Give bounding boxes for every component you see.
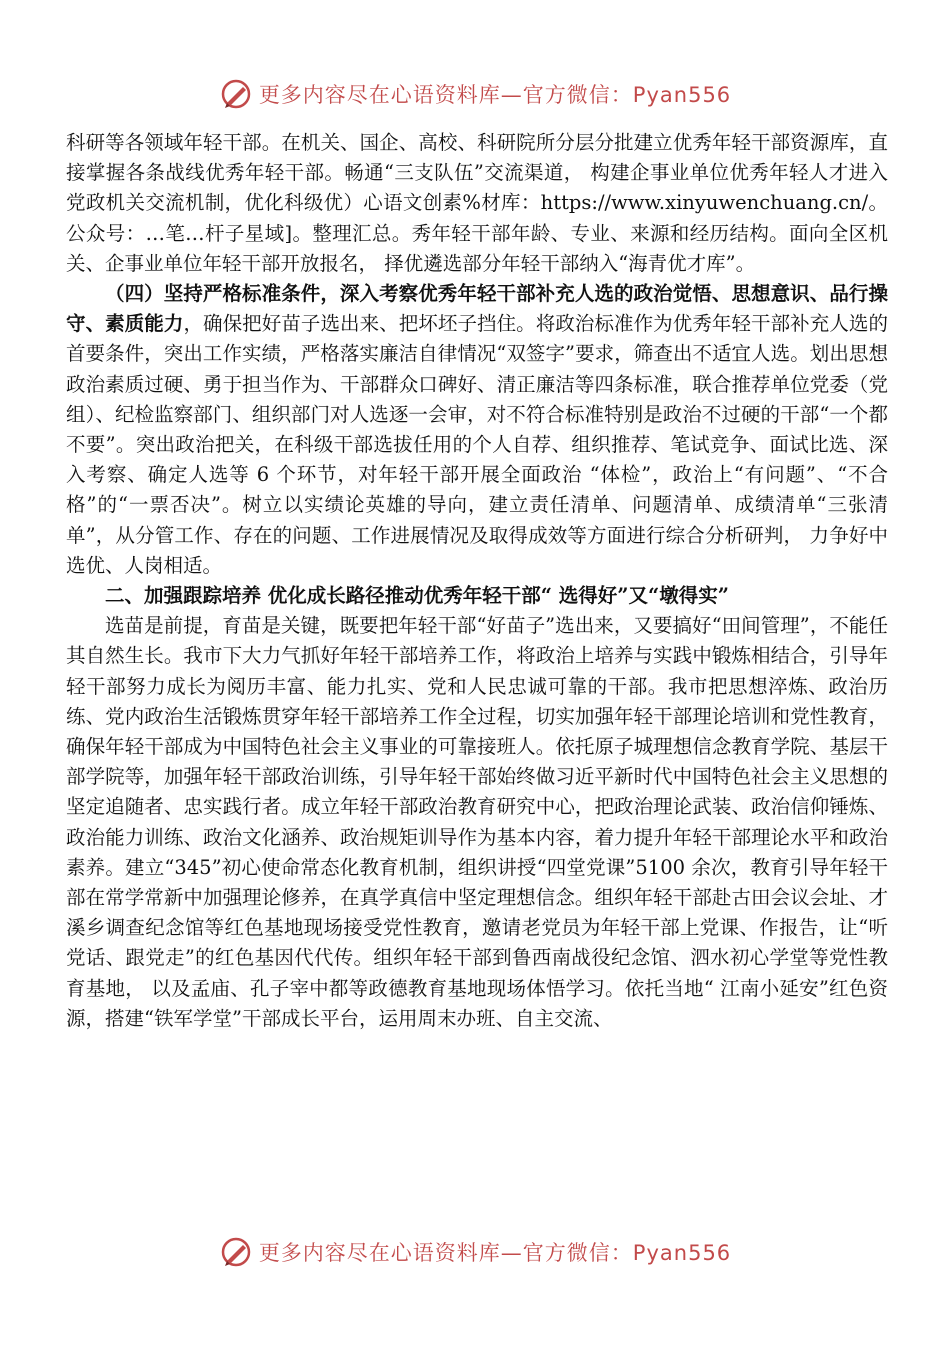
pen-logo-icon <box>219 77 253 111</box>
watermark-text: 更多内容尽在心语资料库—官方微信：Pyan556 <box>258 83 732 107</box>
paragraph-training: 选苗是前提，育苗是关键，既要把年轻干部“好苗子”选出来，又要搞好“田间管理”，不能任其自然生长。我市下大力气抓好年轻干部培养工作，将政治上培养与实践中锻炼相结合，引导年轻干部努力成长为阅历丰富、能力扎实、党和人民忠诚可靠的干部。我市把思想淬炼、政治历练、党内政治生活锻炼贯穿年轻干部培养工作全过程，切实加强年轻干部理论培训和党性教育，确保年轻干部成为中国特色社会主义事业的可靠接班人。依托原子城理想信念教育学院、基层干部学院等，加强年轻干部政治训练，引导年轻干部始终做习近平新时代中国特色社会主义思想的坚定追随者、忠实践行者。成立年轻干部政治教育研究中心，把政治理论武装、政治信仰锤炼、政治能力训练、政治文化涵养、政治规矩训导作为基本内容，着力提升年轻干部理论水平和政治素养。建立“345”初心使命常态化教育机制，组织讲授“四堂党课”5100 余次，教育引导年轻干部在常学常新中加强理论修养，在真学真信中坚定理想信念。组织年轻干部赴古田会议会址、才溪乡调查纪念馆等红色基地现场接受党性教育，邀请老党员为年轻干部上党课、作报告，让“听党话、跟党走”的红色基因代代传。组织年轻干部到鲁西南战役纪念馆、泗水初心学堂等党性教育基地， 以及孟庙、孔子宰中都等政德教育基地现场体悟学习。依托当地“ 江南小延安”红色资源，搭建“铁军学堂”干部成长平台，运用周末办班、自主交流、 <box>66 614 888 1030</box>
paragraph-selection-standards <box>66 279 888 581</box>
paragraph-talent-pool: 科研等各领域年轻干部。在机关、国企、高校、科研院所分层分批建立优秀年轻干部资源库，直接掌握各条战线优秀年轻干部。畅通“三支队伍”交流渠道， 构建企事业单位优秀年轻人才进入党政机关交流机制，优化科级优）心语文创素%材库：https://www.xinyuwenchuang.cn/。公众号：…笔…杆子星域]。整理汇总。秀年轻干部年龄、专业、来源和经历结构。面向全区机关、企事业单位年轻干部开放报名， 择优遴选部分年轻干部纳入“海青优才库”。 <box>66 131 888 275</box>
watermark-banner-top <box>0 72 950 116</box>
document-body <box>66 128 888 1034</box>
watermark-banner-bottom <box>0 1230 950 1274</box>
pen-logo-icon <box>219 1235 253 1269</box>
section-subheading-4: （四）坚持严格标准条件，深入考察优秀年轻干部补充人选的政治觉悟、思想意识、品行操守、素质能力 <box>66 282 888 336</box>
paragraph-selection-standards-text: ，确保把好苗子选出来、把坏坯子挡住。将政治标准作为优秀年轻干部补充人选的首要条件，突出工作实绩，严格落实廉洁自律情况“双签字”要求，筛查出不适宜人选。划出思想政治素质过硬、勇于担当作为、干部群众口碑好、清正廉洁等四条标准，联合推荐单位党委（党组）、纪检监察部门、组织部门对人选逐一会审，对不符合标准特别是政治不过硬的干部“一个都不要”。突出政治把关，在科级干部选拔任用的个人自荐、组织推荐、笔试竞争、面试比选、深入考察、确定人选等 6 个环节，对年轻干部开展全面政治 “体检”，政治上“有问题”、“不合格”的“一票否决”。树立以实绩论英雄的导向，建立责任清单、问题清单、成绩清单“三张清单”，从分管工作、存在的问题、工作进展情况及取得成效等方面进行综合分析研判， 力争好中选优、人岗相适。 <box>66 312 888 577</box>
watermark-text: 更多内容尽在心语资料库—官方微信：Pyan556 <box>258 1241 732 1265</box>
section-heading-2: 二、加强跟踪培养 优化成长路径推动优秀年轻干部“ 选得好”又“墩得实” <box>105 584 729 608</box>
